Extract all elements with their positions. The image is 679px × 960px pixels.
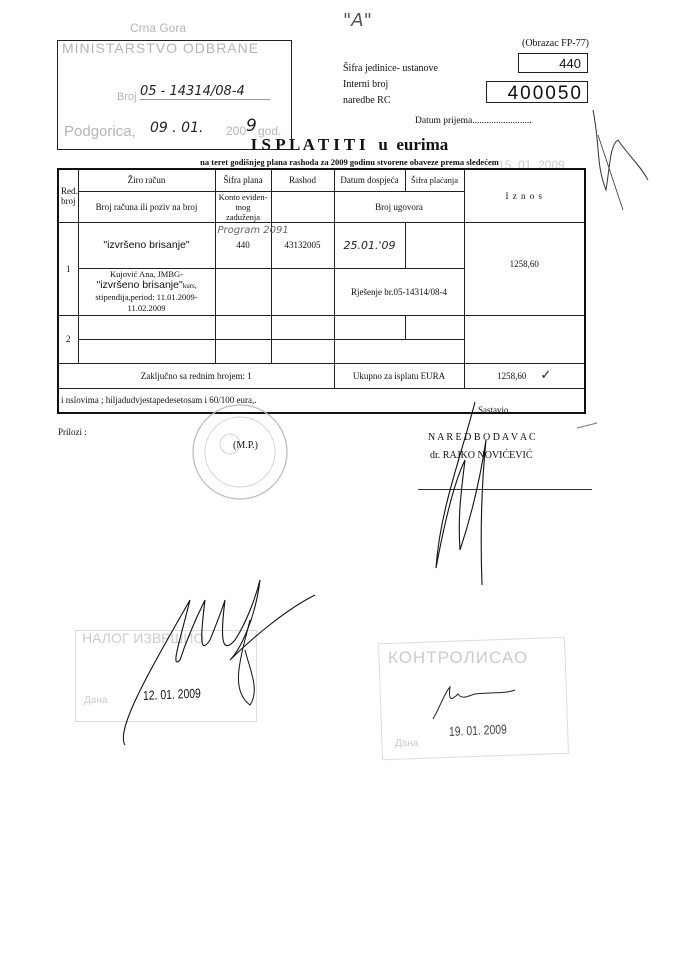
iznos-value: 1258,60: [464, 222, 585, 315]
naredbodavac-signature: [430, 400, 510, 590]
sifra-placanja-value: [405, 222, 464, 268]
handwritten-mark: "A": [343, 10, 372, 31]
desc-line: 11.02.2009: [127, 303, 166, 313]
empty-cell: [334, 339, 464, 363]
empty-cell: [464, 315, 585, 363]
unit-code: 440: [518, 53, 588, 73]
header-datum: Datum dospjeća: [334, 169, 405, 191]
stamp-country: Crna Gora: [130, 21, 187, 35]
ziro-value: "izvršeno brisanje": [78, 222, 215, 268]
empty-cell: [334, 315, 405, 339]
header-broj-racuna: Broj računa ili poziv na broj: [78, 191, 215, 222]
row-number: 1: [58, 222, 78, 315]
header-sifra-plana: Šifra plana: [215, 169, 271, 191]
tick-mark: [575, 420, 600, 432]
empty-cell: [271, 268, 334, 315]
unit-code-label: Šifra jedinice- ustanove: [343, 63, 438, 74]
desc-line: kurs,: [182, 282, 197, 290]
ugovor-value: Rješenje br.05-14314/08-4: [334, 268, 464, 315]
stamp-date: 09 . 01.: [150, 120, 204, 136]
received-date-label: Datum prijema.........................: [415, 116, 532, 126]
stamp1-label: Дана: [84, 695, 108, 706]
header-rashod: Rashod: [271, 169, 334, 191]
empty-cell: [215, 315, 271, 339]
header-broj-ugovora: Broj ugovora: [334, 191, 464, 222]
controller-signature: [430, 682, 520, 722]
form-code: (Obrazac FP-77): [522, 38, 589, 49]
sifra-plana-value: 440: [236, 240, 250, 250]
stamp-ministry: MINISTARSTVO ODBRANE: [62, 40, 260, 56]
row-number: 2: [58, 315, 78, 363]
desc-line: "izvršeno brisanje": [96, 279, 183, 291]
desc-line: Kujović Ana, JMBG-: [110, 269, 183, 279]
stamp2-title: КОНТРОЛИСАО: [388, 648, 529, 667]
header-red-broj: Red. broj: [58, 169, 78, 222]
stamp2-label: Дана: [395, 738, 419, 749]
mp-label: (M.P.): [233, 440, 259, 451]
internal-no-label-2: naredbe RC: [343, 95, 391, 106]
header-empty: [271, 191, 334, 222]
total-cell: [464, 363, 585, 388]
stamp1-date: 12. 01. 2009: [142, 685, 202, 703]
executor-signature: [110, 560, 325, 750]
total-label: Ukupno za isplatu EURA: [334, 363, 464, 388]
payment-table: [57, 168, 586, 414]
header-konto: Konto eviden- tnog zaduženja: [215, 191, 271, 222]
stamp-year-prefix: 200: [226, 124, 247, 138]
amount-in-words: i nslovima ; hiljadudvjestapedesetosam i 60/100 eura,.: [58, 388, 585, 413]
stamp1-title: НАЛОГ ИЗВРШИО: [82, 630, 205, 646]
internal-no-label-1: Interni broj: [343, 79, 389, 90]
empty-cell: [405, 315, 464, 339]
description-cell: [78, 268, 215, 315]
received-stamp: 15. 01. 2009: [498, 158, 565, 172]
program-note: Program 2091: [217, 224, 289, 236]
document-title: I S P L A T I T I u eurima: [250, 135, 449, 154]
empty-cell: [78, 339, 215, 363]
stamp-year-digit: 9: [246, 116, 257, 136]
closing-label: Zaključno sa rednim brojem: 1: [58, 363, 334, 388]
sastavio-label: Sastavio: [478, 405, 509, 415]
header-ziro: Žiro račun: [78, 169, 215, 191]
checkmark-icon: ✓: [540, 368, 552, 383]
document-subtitle: na teret godišnjeg plana rashoda za 2009 godinu stvorene obaveze prema sledećem: [200, 157, 499, 167]
empty-cell: [271, 339, 334, 363]
official-seal: [190, 402, 290, 502]
stamp-broj-label: Broj: [117, 91, 137, 103]
stamp-broj-value: 05 - 14314/08-4: [140, 84, 270, 100]
stamp-place: Podgorica,: [64, 123, 136, 140]
stamp-god: god.: [258, 124, 282, 138]
header-sifra-placanja: Šifra plaćanja: [405, 169, 464, 191]
desc-line: stipendija,period: 11.01.2009-: [95, 292, 198, 302]
empty-cell: [78, 315, 215, 339]
rashod-value: 43132005: [271, 222, 334, 268]
table-row: [58, 222, 585, 268]
signatory-name: dr. RAJKO NOVIĆEVIĆ: [430, 450, 533, 461]
internal-no: 400050: [486, 81, 588, 103]
table-row: [58, 315, 585, 339]
empty-cell: [215, 339, 271, 363]
datum-value: 25.01.'09: [334, 222, 405, 268]
header-iznos: I z n o s: [464, 169, 585, 222]
total-value: 1258,60: [497, 371, 527, 381]
prilozi-label: Prilozi :: [58, 427, 87, 437]
naredbodavac-label: N A R E D B O D A V A C: [428, 432, 536, 443]
empty-cell: [271, 315, 334, 339]
stamp2-date: 19. 01. 2009: [448, 721, 508, 739]
empty-cell: [215, 268, 271, 315]
